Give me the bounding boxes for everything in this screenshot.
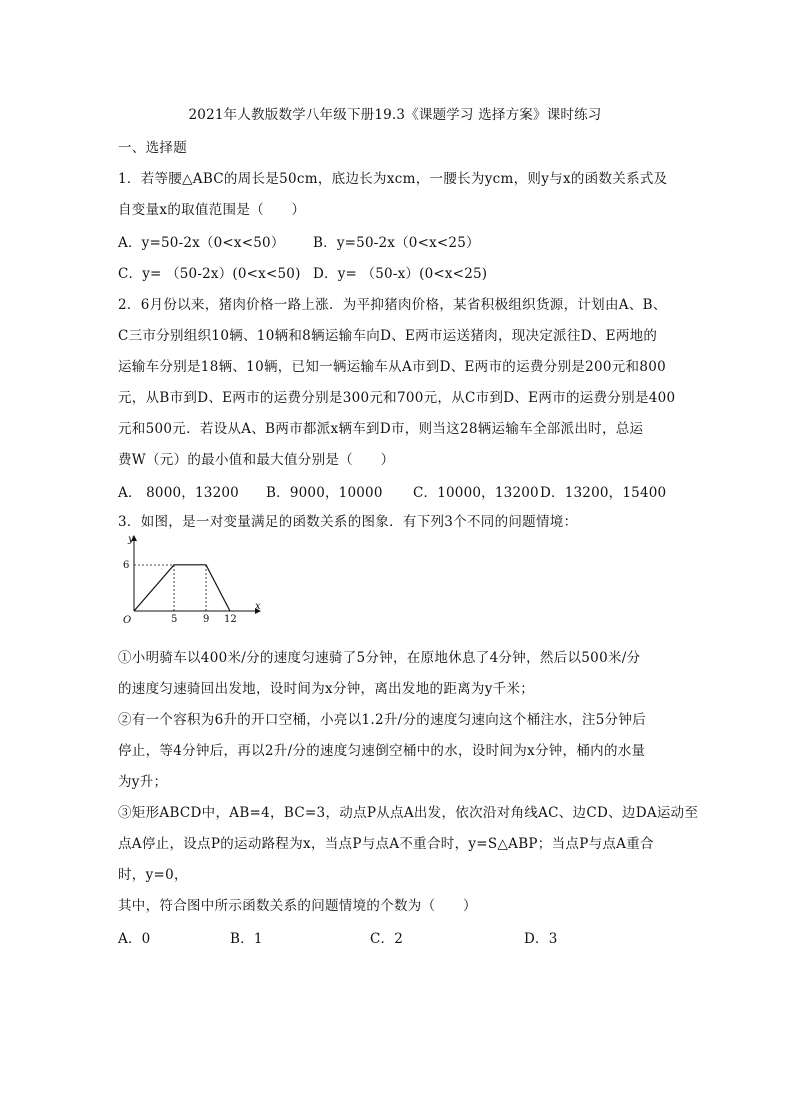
x-axis-label: x (255, 601, 261, 612)
q3-option-b: B．1 (230, 931, 263, 947)
function-curve (134, 565, 230, 611)
q3-line-9: 其中，符合图中所示函数关系的问题情境的个数为（ ） (118, 898, 477, 914)
q2-line-3: 运输车分别是18辆、10辆，已知一辆运输车从A市到D、E两市的运费分别是200元和800 (118, 359, 667, 375)
y-axis-label: y (128, 534, 134, 545)
q3-option-d: D．3 (524, 931, 558, 947)
q1-option-b: B．y=50-2x（0<x<25） (313, 235, 480, 251)
q2-line-6: 费W（元）的最小值和最大值分别是（ ） (118, 452, 395, 468)
origin-label: O (123, 615, 132, 626)
q3-line-4: 停止，等4分钟后，再以2升/分的速度匀速倒空桶中的水，设时间为x分钟，桶内的水量 (118, 743, 646, 759)
q3-line-8: 时，y=0， (118, 867, 188, 883)
q3-line-7: 点A停止，设点P的运动路程为x，当点P与点A不重合时，y=S△ABP；当点P与点A重合 (118, 836, 654, 852)
y-tick-6: 6 (123, 560, 130, 571)
x-tick-9: 9 (203, 614, 210, 625)
x-tick-12: 12 (224, 614, 237, 625)
q2-option-c: C．10000，13200 (413, 485, 539, 501)
q3-intro: 3．如图，是一对变量满足的函数关系的图象．有下列3个不同的问题情境： (118, 514, 578, 530)
q2-line-4: 元，从B市到D、E两市的运费分别是300元和700元，从C市到D、E两市的运费分别是400 (118, 390, 676, 406)
q3-line-3: ②有一个容积为6升的开口空桶，小亮以1.2升/分的速度匀速向这个桶注水，注5分钟后 (118, 712, 646, 728)
q1-option-a: A．y=50-2x（0<x<50） (118, 235, 285, 251)
q2-line-1: 2．6月份以来，猪肉价格一路上涨．为平抑猪肉价格，某省积极组织货源，计划由A、B、 (118, 297, 667, 313)
function-graph (118, 532, 268, 628)
q3-line-5: 为y升； (118, 774, 168, 790)
q3-line-2: 的速度匀速骑回出发地，设时间为x分钟，离出发地的距离为y千米； (118, 681, 535, 697)
q2-line-5: 元和500元．若设从A、B两市都派x辆车到D市，则当这28辆运输车全部派出时，总运 (118, 421, 644, 437)
q2-option-a: A． 8000，13200 (118, 485, 239, 501)
q2-option-d: D．13200，15400 (540, 485, 667, 501)
q2-option-b: B．9000，10000 (266, 485, 383, 501)
q3-line-6: ③矩形ABCD中，AB=4，BC=3，动点P从点A出发，依次沿对角线AC、边CD、边DA运动至 (118, 805, 699, 821)
q3-line-1: ①小明骑车以400米/分的速度匀速骑了5分钟，在原地休息了4分钟，然后以500米/分 (118, 650, 641, 666)
x-tick-5: 5 (171, 614, 178, 625)
q2-line-2: C三市分别组织10辆、10辆和8辆运输车向D、E两市运送猪肉，现决定派往D、E两地的 (118, 328, 658, 344)
q1-option-d: D．y= （50-x）(0<x<25) (313, 266, 488, 282)
q1-line-1: 1．若等腰△ABC的周长是50cm，底边长为xcm，一腰长为ycm，则y与x的函数关系式及 (118, 171, 668, 187)
q1-line-2: 自变量x的取值范围是（ ） (118, 202, 306, 218)
q1-option-c: C．y= （50-2x）(0<x<50) (118, 266, 301, 282)
q3-option-a: A．0 (118, 931, 151, 947)
page-title: 2021年人教版数学八年级下册19.3《课题学习 选择方案》课时练习 (188, 107, 602, 123)
section-heading: 一、选择题 (118, 140, 187, 156)
q3-option-c: C．2 (370, 931, 404, 947)
